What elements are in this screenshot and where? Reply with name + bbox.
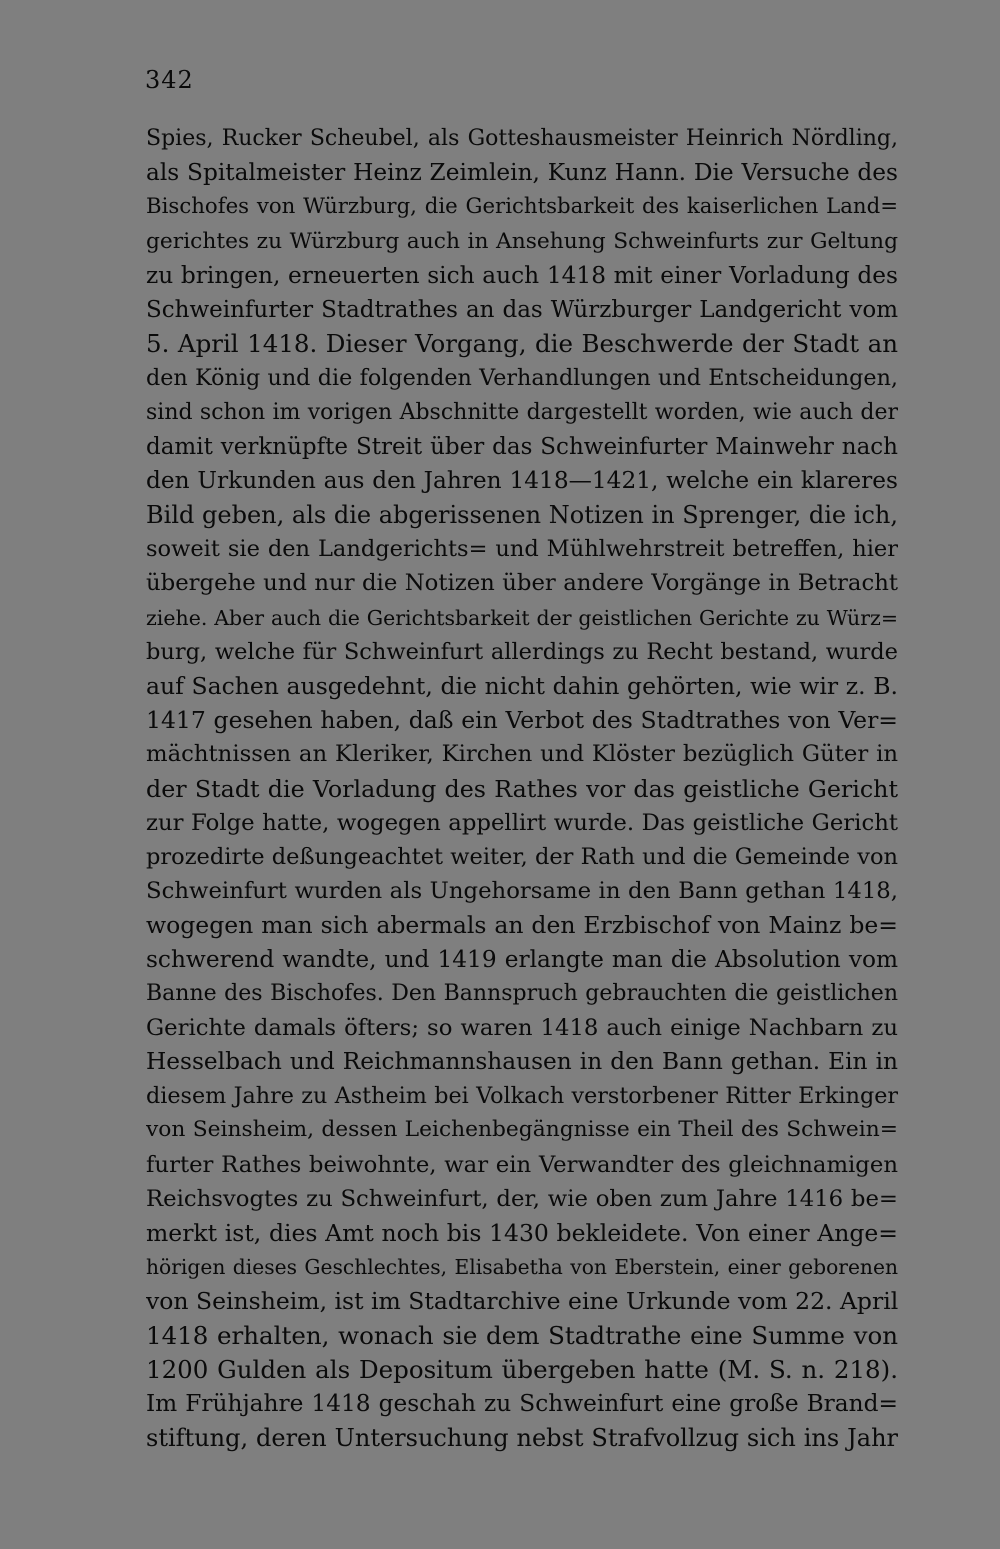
- text-line: zu bringen, erneuerten sich auch 1418 mit einer Vorladung des: [146, 261, 898, 289]
- text-line: hörigen dieses Geschlechtes, Elisabetha von Eberstein, einer geborenen: [146, 1255, 898, 1280]
- text-line: auf Sachen ausgedehnt, die nicht dahin gehörten, wie wir z. B.: [146, 672, 898, 700]
- text-line: Bild geben, als die abgerissenen Notizen in Sprenger, die ich,: [146, 501, 898, 530]
- text-line: den König und die folgenden Verhandlungen und Entscheidungen,: [146, 365, 898, 392]
- text-line: den Urkunden aus den Jahren 1418—1421, welche ein klareres: [146, 466, 898, 494]
- text-line: übergehe und nur die Notizen über andere Vorgänge in Betracht: [146, 570, 898, 597]
- text-line: stiftung, deren Untersuchung nebst Strafvollzug sich ins Jahr: [146, 1424, 898, 1453]
- text-line: soweit sie den Landgerichts= und Mühlwehrstreit betreffen, hier: [146, 536, 898, 563]
- text-line: 5. April 1418. Dieser Vorgang, die Beschwerde der Stadt an: [146, 329, 898, 359]
- text-line: zur Folge hatte, wogegen appellirt wurde. Das geistliche Gericht: [146, 809, 898, 836]
- text-line: prozedirte deßungeachtet weiter, der Rath und die Gemeinde von: [146, 843, 898, 870]
- text-line: diesem Jahre zu Astheim bei Volkach verstorbener Ritter Erkinger: [146, 1083, 898, 1110]
- text-line: Gerichte damals öfters; so waren 1418 auch einige Nachbarn zu: [146, 1014, 898, 1041]
- text-line: 1418 erhalten, wonach sie dem Stadtrathe eine Summe von: [146, 1320, 898, 1350]
- text-line: der Stadt die Vorladung des Rathes vor das geistliche Gericht: [146, 774, 898, 803]
- page-number: 342: [145, 66, 194, 94]
- text-line: Im Frühjahre 1418 geschah zu Schweinfurt eine große Brand=: [146, 1389, 898, 1417]
- text-line: furter Rathes beiwohnte, war ein Verwandter des gleichnamigen: [146, 1151, 898, 1178]
- text-line: Banne des Bischofes. Den Bannspruch gebrauchten die geistlichen: [146, 980, 898, 1006]
- text-line: Reichsvogtes zu Schweinfurt, der, wie oben zum Jahre 1416 be=: [146, 1185, 898, 1212]
- text-line: mächtnissen an Kleriker, Kirchen und Klöster bezüglich Güter in: [146, 741, 898, 768]
- text-line: merkt ist, dies Amt noch bis 1430 bekleidete. Von einer Ange=: [146, 1219, 898, 1247]
- text-line: 1417 gesehen haben, daß ein Verbot des Stadtrathes von Ver=: [146, 706, 898, 735]
- text-line: von Seinsheim, ist im Stadtarchive eine Urkunde vom 22. April: [146, 1287, 898, 1316]
- text-line: von Seinsheim, dessen Leichenbegängnisse ein Theil des Schwein=: [146, 1117, 898, 1143]
- text-line: als Spitalmeister Heinz Zeimlein, Kunz Hann. Die Versuche des: [146, 159, 898, 187]
- text-line: damit verknüpfte Streit über das Schweinfurter Mainwehr nach: [146, 433, 898, 460]
- text-line: Spies, Rucker Scheubel, als Gotteshausmeister Heinrich Nördling,: [146, 126, 898, 151]
- text-line: burg, welche für Schweinfurt allerdings zu Recht bestand, wurde: [146, 638, 898, 665]
- text-line: Schweinfurter Stadtrathes an das Würzburger Landgericht vom: [146, 296, 898, 323]
- text-line: Hesselbach und Reichmannshausen in den Bann gethan. Ein in: [146, 1048, 898, 1076]
- body-text: [146, 122, 898, 1455]
- text-line: sind schon im vorigen Abschnitte dargestellt worden, wie auch der: [146, 399, 898, 425]
- text-line: schwerend wandte, und 1419 erlangte man die Absolution vom: [146, 945, 898, 973]
- text-line: Bischofes von Würzburg, die Gerichtsbarkeit des kaiserlichen Land=: [146, 194, 898, 220]
- text-line: wogegen man sich abermals an den Erzbischof von Mainz be=: [146, 911, 898, 940]
- text-line: 1200 Gulden als Depositum übergeben hatte (M. S. n. 218).: [146, 1354, 898, 1384]
- text-line: ziehe. Aber auch die Gerichtsbarkeit der geistlichen Gerichte zu Würz=: [146, 605, 898, 630]
- text-line: Schweinfurt wurden als Ungehorsame in den Bann gethan 1418,: [146, 878, 898, 905]
- text-line: gerichtes zu Würzburg auch in Ansehung Schweinfurts zur Geltung: [146, 228, 898, 254]
